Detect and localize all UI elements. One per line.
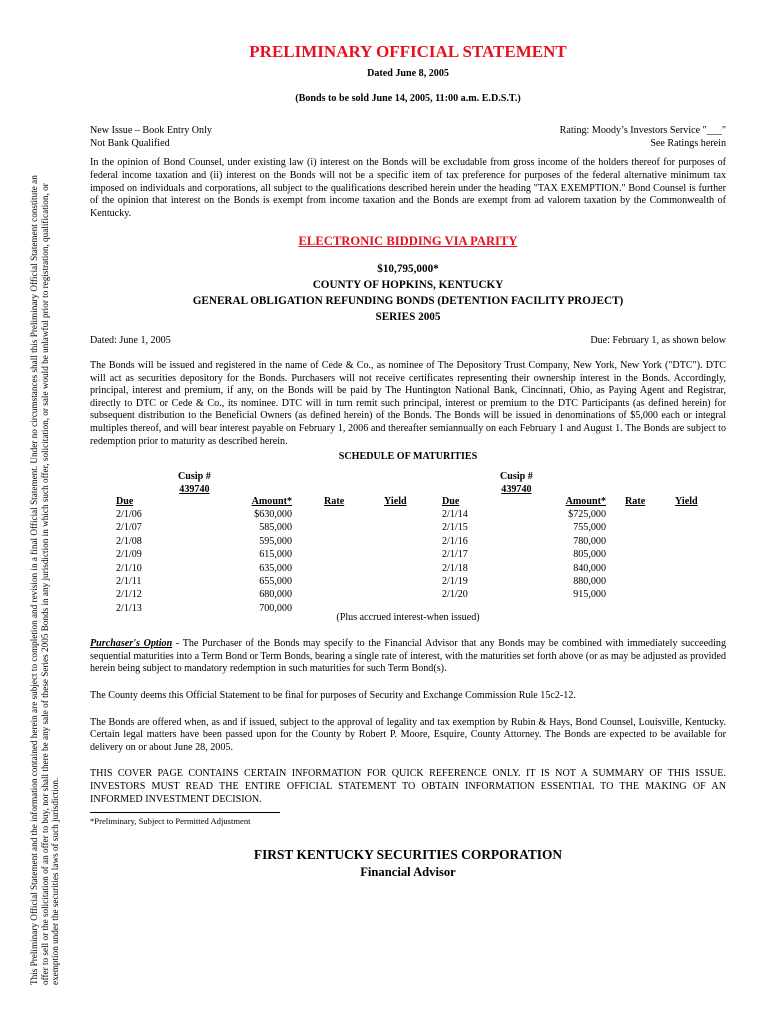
disclaimer-line-2: offer to sell or the solicitation of an offer to buy, nor shall there be any sale of these Series 2005 Bonds in any jurisdiction in which such offer, solicitation, or sale would be unlawful prior to registration, qualification, or: [39, 183, 50, 985]
disclaimer-line-1: This Preliminary Official Statement and the information contained herein are subject to completion and revision in a final Official Statement. Under no circumstances shall this Preliminary Official Statement constitute an: [29, 175, 39, 985]
due-cell: 2/1/15: [442, 522, 468, 534]
footnote: *Preliminary, Subject to Permitted Adjustment: [90, 816, 251, 827]
sale-line: (Bonds to be sold June 14, 2005, 11:00 a.m. E.D.S.T.): [295, 92, 521, 104]
left-amount-column: [238, 495, 292, 616]
dates-row: [90, 335, 726, 348]
right-yield-column: [675, 495, 698, 508]
bond-name: GENERAL OBLIGATION REFUNDING BONDS (DETENTION FACILITY PROJECT): [192, 295, 624, 308]
bond-description: The Bonds will be issued and registered in the name of Cede & Co., as nominee of The Depository Trust Company, New York, New York ("DTC"). DTC will act as securities depository for the Bonds. Purchasers will not receive certificates representing their ownership interest in the Bonds. Accordingly, principal, interest and premium, if any, on the Bonds will be paid by The Huntington National Bank, Cincinnati, Ohio, as Paying Agent and Registrar, directly to DTC or Cede & Co., its nominee. DTC will in turn remit such principal, interest or premium to the DTC Participants (as defined herein) for subsequent distribution to the Beneficial Owners (as defined herein) of the Bonds. The Bonds will be issued in denominations of $5,000 each or integral multiples thereof, and will bear interest payable on February 1, 2006 and thereafter semiannually on each February 1 and August 1. The Bonds are subject to redemption prior to maturity as described herein.: [90, 359, 726, 447]
amount-cell: 615,000: [259, 549, 292, 561]
disclaimer-line-3: exemption under the securities laws of such jurisdiction.: [50, 777, 61, 985]
rate-header: Rate: [625, 495, 646, 507]
due-header: Due: [116, 495, 134, 507]
right-cusip-header: [500, 470, 533, 497]
amount-cell: 880,000: [573, 576, 606, 588]
bond-county: COUNTY OF HOPKINS, KENTUCKY: [312, 279, 504, 292]
rule-15c2-12-statement: The County deems this Official Statement to be final for purposes of Security and Exchange Commission Rule 15c2-12.: [90, 690, 576, 702]
document-body: [90, 42, 726, 881]
yield-header: Yield: [675, 495, 698, 507]
financial-advisor-block: [90, 846, 726, 881]
bond-series: SERIES 2005: [375, 311, 441, 324]
amount-cell: 585,000: [259, 522, 292, 534]
amount-cell: 655,000: [259, 576, 292, 588]
right-amount-column: [552, 495, 606, 602]
cusip-number: 439740: [179, 484, 210, 496]
advisor-name: FIRST KENTUCKY SECURITIES CORPORATION: [253, 846, 563, 862]
left-due-column: [116, 495, 142, 616]
due-header: Due: [442, 495, 460, 507]
amount-cell: 805,000: [573, 549, 606, 561]
purchasers-option: [90, 638, 726, 676]
maturity-schedule: [90, 468, 726, 614]
due-cell: 2/1/16: [442, 535, 468, 547]
due-cell: 2/1/19: [442, 576, 468, 588]
cusip-label: Cusip #: [178, 470, 211, 482]
due-cell: 2/1/14: [442, 509, 468, 521]
bond-title-block: [90, 261, 726, 325]
amount-cell: $725,000: [568, 509, 606, 521]
tax-opinion: In the opinion of Bond Counsel, under existing law (i) interest on the Bonds will be excludable from gross income of the holders thereof for purposes of federal income taxation and (ii) interest on the Bonds will not be a specific item of tax preference for purposes of the federal alternative minimum tax imposed on individuals and corporations, all subject to the qualifications described herein under the heading "TAX EXEMPTION." Bond Counsel is further of the opinion that interest on the Bonds is exempt from income taxation and the Bonds are exempt from ad valorem taxation by the Commonwealth of Kentucky.: [90, 157, 726, 219]
due-cell: 2/1/06: [116, 509, 142, 521]
bond-amount: $10,795,000*: [377, 263, 439, 276]
document-title: PRELIMINARY OFFICIAL STATEMENT: [249, 42, 567, 61]
amount-cell: 915,000: [573, 589, 606, 601]
amount-cell: 755,000: [573, 522, 606, 534]
cusip-label: Cusip #: [500, 470, 533, 482]
due-cell: 2/1/10: [116, 562, 142, 574]
cover-page-notice: THIS COVER PAGE CONTAINS CERTAIN INFORMATION FOR QUICK REFERENCE ONLY. IT IS NOT A SUMMARY OF THIS ISSUE. INVESTORS MUST READ THE ENTIRE OFFICIAL STATEMENT TO OBTAIN INFORMATION ESSENTIAL TO THE MAKING OF AN INFORMED INVESTMENT DECISION.: [90, 768, 726, 805]
rating: Rating: Moody’s Investors Service "___": [559, 125, 726, 137]
cusip-number: 439740: [501, 484, 532, 496]
accrued-interest-note: (Plus accrued interest-when issued): [336, 611, 480, 623]
left-cusip-header: [178, 470, 211, 497]
rate-header: Rate: [324, 495, 345, 507]
due-cell: 2/1/20: [442, 589, 468, 601]
amount-cell: 635,000: [259, 562, 292, 574]
amount-cell: $630,000: [254, 509, 292, 521]
amount-cell: 780,000: [573, 535, 606, 547]
left-yield-column: [384, 495, 407, 508]
purchasers-option-label: Purchaser's Option: [90, 638, 173, 650]
amount-cell: 680,000: [259, 589, 292, 601]
bank-qualified: Not Bank Qualified: [90, 137, 170, 149]
issue-info: [90, 125, 726, 150]
amount-header: Amount*: [251, 495, 292, 507]
right-rate-column: [625, 495, 645, 508]
schedule-title: SCHEDULE OF MATURITIES: [338, 451, 478, 463]
due-cell: 2/1/17: [442, 549, 468, 561]
amount-cell: 840,000: [573, 562, 606, 574]
due-cell: 2/1/13: [116, 602, 142, 614]
dated-line: Dated June 8, 2005: [367, 68, 449, 79]
rating-reference: See Ratings herein: [650, 137, 726, 149]
sidebar-disclaimer: [29, 0, 61, 1024]
offering-statement: The Bonds are offered when, as and if issued, subject to the approval of legality and tax exemption by Rubin & Hays, Bond Counsel, Louisville, Kentucky. Certain legal matters have been passed upon for the County by Robert P. Moore, Esquire, County Attorney. The Bonds are expected to be available for delivery on or about June 28, 2005.: [90, 716, 726, 753]
amount-cell: 595,000: [259, 535, 292, 547]
yield-header: Yield: [384, 495, 407, 507]
dated-date: Dated: June 1, 2005: [90, 335, 171, 347]
due-cell: 2/1/12: [116, 589, 142, 601]
amount-header: Amount*: [565, 495, 606, 507]
due-cell: 2/1/09: [116, 549, 142, 561]
advisor-role: Financial Advisor: [360, 864, 456, 879]
issue-type: New Issue – Book Entry Only: [90, 125, 212, 137]
due-cell: 2/1/11: [116, 576, 142, 588]
due-date: Due: February 1, as shown below: [590, 335, 726, 347]
due-cell: 2/1/18: [442, 562, 468, 574]
bidding-heading: ELECTRONIC BIDDING VIA PARITY: [298, 234, 518, 249]
due-cell: 2/1/07: [116, 522, 142, 534]
footnote-divider: [90, 812, 280, 813]
amount-cell: 700,000: [259, 602, 292, 614]
purchasers-option-text: - The Purchaser of the Bonds may specify to the Financial Advisor that any Bonds may be combined with immediately succeeding sequential maturities into a Term Bond or Term Bonds, bearing a single rate of interest, with the maturities set forth above (or as may be adjusted as provided herein being subject to mandatory redemption in such maturities for such Term Bond(s).: [90, 638, 726, 675]
right-due-column: [442, 495, 468, 602]
due-cell: 2/1/08: [116, 535, 142, 547]
left-rate-column: [324, 495, 344, 508]
